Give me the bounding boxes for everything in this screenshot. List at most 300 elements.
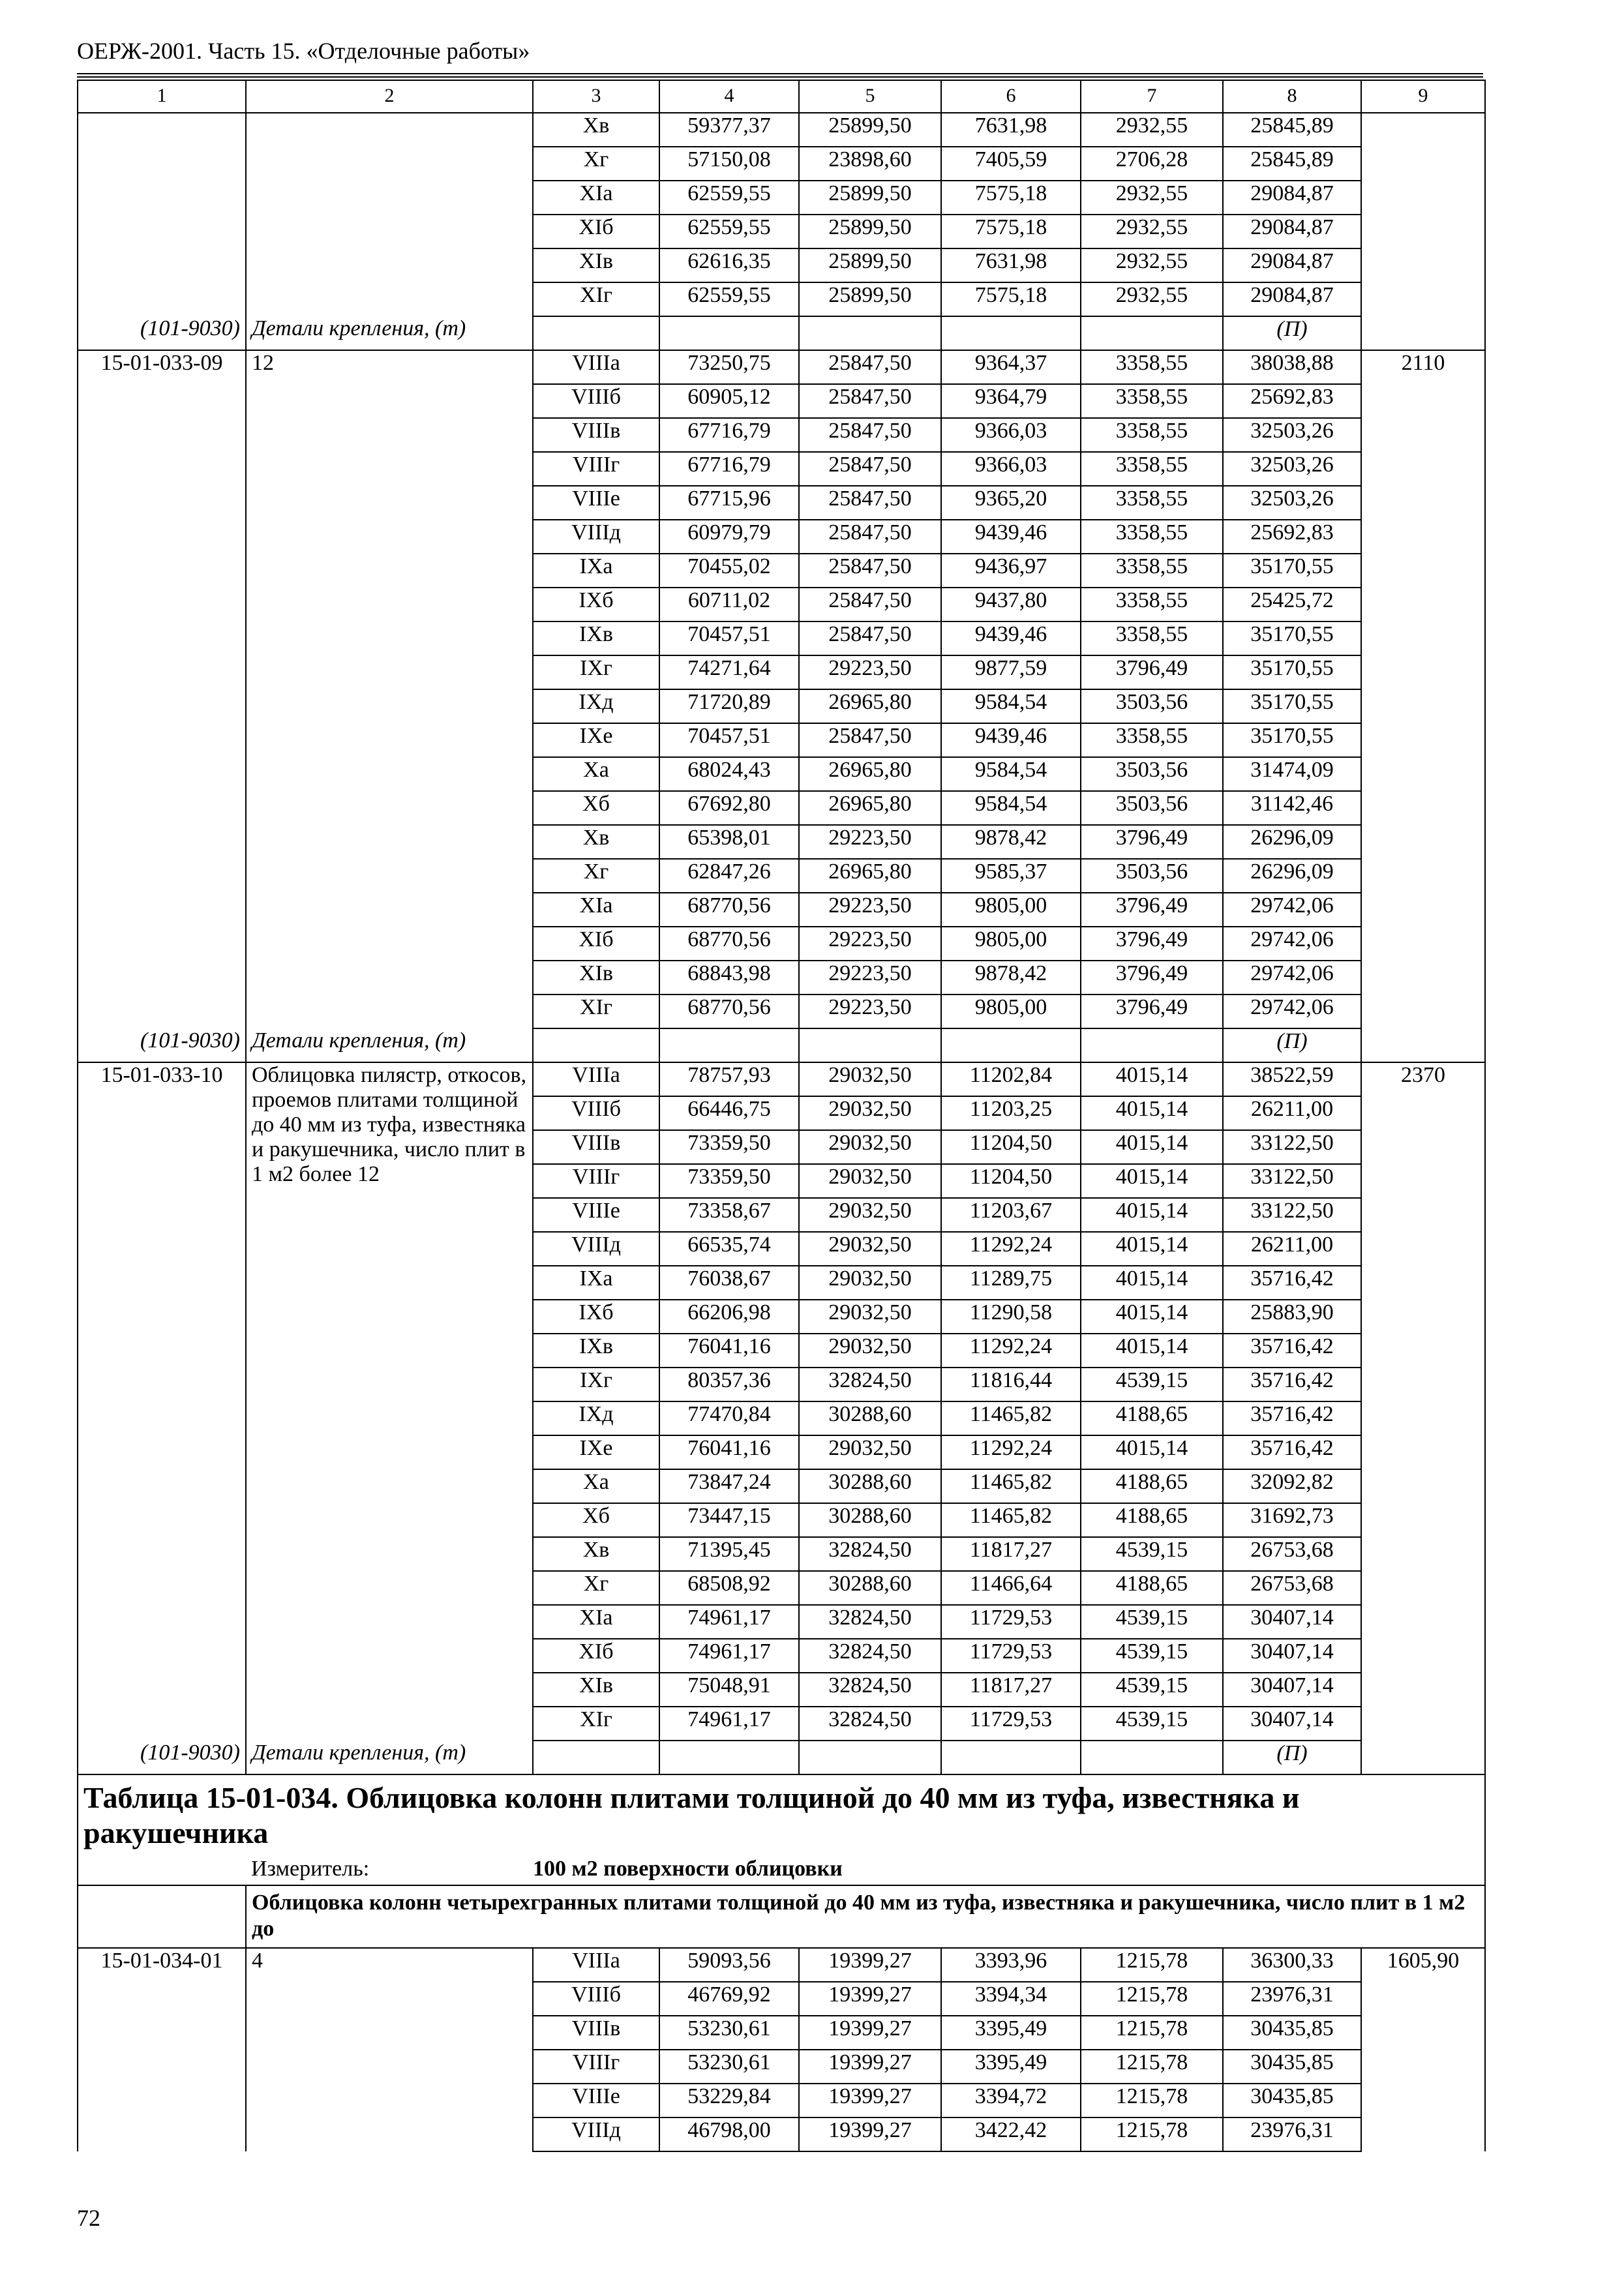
value-cell: 3395,49 [941,2016,1081,2050]
value-cell: 29032,50 [799,1062,941,1096]
zone-code: IХе [533,1435,659,1469]
value-cell: 7631,98 [941,248,1081,282]
material-code: (101-9030) [78,1028,246,1062]
value-cell: 3796,49 [1081,961,1223,995]
zone-code: VIIIг [533,2050,659,2084]
extra-value: 2370 [1361,1062,1485,1774]
value-cell: 9437,80 [941,588,1081,621]
value-cell: 35716,42 [1223,1435,1361,1469]
value-cell: 65398,01 [659,825,799,859]
value-cell: 9877,59 [941,655,1081,689]
value-cell: 25847,50 [799,554,941,588]
value-cell: 25899,50 [799,113,941,147]
section-subtitle: Облицовка колонн четырехгранных плитами толщиной до 40 мм из туфа, известняка и ракушечника, число плит в 1 м2 до [246,1885,1485,1948]
value-cell: 57150,08 [659,147,799,181]
value-cell: 32503,26 [1223,452,1361,486]
extra-value: 2110 [1361,350,1485,1062]
value-cell: 9366,03 [941,452,1081,486]
table-row [78,1948,1485,1982]
value-cell: 2932,55 [1081,282,1223,316]
value-cell: 66535,74 [659,1232,799,1266]
value-cell: 67716,79 [659,418,799,452]
column-number: 3 [533,80,659,113]
value-cell: 3796,49 [1081,825,1223,859]
rate-code: 15-01-033-10 [78,1062,246,1741]
rates-table [77,80,1486,2152]
value-cell: 9878,42 [941,825,1081,859]
value-cell: 1215,78 [1081,2050,1223,2084]
value-cell: 35716,42 [1223,1266,1361,1300]
material-name: Детали крепления, (т) [246,1741,533,1774]
value-cell: 9439,46 [941,520,1081,554]
value-cell: 25847,50 [799,520,941,554]
value-cell: 70457,51 [659,723,799,757]
zone-code: Хв [533,113,659,147]
value-cell: 59377,37 [659,113,799,147]
zone-code: ХIв [533,1673,659,1707]
value-cell: 46798,00 [659,2117,799,2151]
value-cell: 75048,91 [659,1673,799,1707]
value-cell: 2932,55 [1081,215,1223,248]
value-cell: 3503,56 [1081,689,1223,723]
value-cell: 11817,27 [941,1673,1081,1707]
value-cell: 3358,55 [1081,520,1223,554]
value-cell: 77470,84 [659,1401,799,1435]
value-cell: 68770,56 [659,995,799,1028]
value-cell: 30435,85 [1223,2050,1361,2084]
value-cell: 4539,15 [1081,1605,1223,1639]
empty-cell [659,1028,799,1062]
value-cell: 29084,87 [1223,282,1361,316]
value-cell: 26965,80 [799,757,941,791]
value-cell: 3358,55 [1081,418,1223,452]
zone-code: ХIг [533,995,659,1028]
value-cell: 3796,49 [1081,995,1223,1028]
value-cell: 9365,20 [941,486,1081,520]
value-cell: 30407,14 [1223,1673,1361,1707]
value-cell: 11465,82 [941,1469,1081,1503]
empty-cell [1081,1741,1223,1774]
value-cell: 32503,26 [1223,486,1361,520]
value-cell: 70455,02 [659,554,799,588]
value-cell: 62559,55 [659,181,799,215]
value-cell: 29742,06 [1223,893,1361,927]
value-cell: 4015,14 [1081,1300,1223,1334]
rate-description: 4 [246,1948,533,2151]
value-cell: 3503,56 [1081,859,1223,893]
zone-code: VIIIе [533,2084,659,2117]
value-cell: 30288,60 [799,1571,941,1605]
zone-code: ХIг [533,282,659,316]
value-cell: 26211,00 [1223,1096,1361,1130]
zone-code: VIIIв [533,2016,659,2050]
value-cell: 29742,06 [1223,927,1361,961]
value-cell: 31142,46 [1223,791,1361,825]
value-cell: 32824,50 [799,1368,941,1401]
empty-cell [799,1741,941,1774]
zone-code: IХв [533,621,659,655]
value-cell: 25899,50 [799,248,941,282]
value-cell: 29223,50 [799,825,941,859]
column-number-row [78,80,1485,113]
column-number: 9 [1361,80,1485,113]
value-cell: 25899,50 [799,215,941,248]
empty-cell [941,1741,1081,1774]
value-cell: 71395,45 [659,1537,799,1571]
value-cell: 29742,06 [1223,961,1361,995]
extra-value: 1605,90 [1361,1948,1485,2151]
value-cell: 2706,28 [1081,147,1223,181]
value-cell: 3358,55 [1081,723,1223,757]
value-cell: 26753,68 [1223,1571,1361,1605]
value-cell: 76038,67 [659,1266,799,1300]
zone-code: IХг [533,1368,659,1401]
zone-code: ХIв [533,248,659,282]
value-cell: 9439,46 [941,723,1081,757]
material-name: Детали крепления, (т) [246,316,533,350]
value-cell: 9439,46 [941,621,1081,655]
value-cell: 62559,55 [659,215,799,248]
value-cell: 25847,50 [799,418,941,452]
value-cell: 11816,44 [941,1368,1081,1401]
value-cell: 29032,50 [799,1164,941,1198]
value-cell: 74961,17 [659,1707,799,1741]
value-cell: 11466,64 [941,1571,1081,1605]
value-cell: 73847,24 [659,1469,799,1503]
empty-cell [659,1741,799,1774]
value-cell: 4015,14 [1081,1266,1223,1300]
value-cell: 4015,14 [1081,1198,1223,1232]
zone-code: VIIIб [533,1982,659,2016]
value-cell: 1215,78 [1081,2084,1223,2117]
value-cell: 66446,75 [659,1096,799,1130]
value-cell: 4015,14 [1081,1164,1223,1198]
zone-code: VIIIв [533,418,659,452]
value-cell: 76041,16 [659,1435,799,1469]
rate-description: 12 [246,350,533,1028]
value-cell: 38522,59 [1223,1062,1361,1096]
value-cell: 4539,15 [1081,1639,1223,1673]
value-cell: 29032,50 [799,1096,941,1130]
empty-cell [533,316,659,350]
value-cell: 60979,79 [659,520,799,554]
value-cell: 74961,17 [659,1639,799,1673]
value-cell: 11292,24 [941,1435,1081,1469]
value-cell: 4015,14 [1081,1096,1223,1130]
value-cell: 7575,18 [941,282,1081,316]
value-cell: 9805,00 [941,995,1081,1028]
value-cell: 32824,50 [799,1639,941,1673]
value-cell: 4188,65 [1081,1401,1223,1435]
value-cell: 25692,83 [1223,384,1361,418]
empty-cell [799,1028,941,1062]
value-cell: 53230,61 [659,2016,799,2050]
value-cell: 76041,16 [659,1334,799,1368]
value-cell: 25847,50 [799,384,941,418]
column-number: 2 [246,80,533,113]
zone-code: ХIа [533,181,659,215]
zone-code: Ха [533,757,659,791]
value-cell: 29032,50 [799,1334,941,1368]
value-cell: 11729,53 [941,1605,1081,1639]
value-cell: 25847,50 [799,486,941,520]
value-cell: 11203,67 [941,1198,1081,1232]
value-cell: 68770,56 [659,927,799,961]
zone-code: IХб [533,588,659,621]
value-cell: 32824,50 [799,1673,941,1707]
value-cell: 26296,09 [1223,825,1361,859]
value-cell: 3358,55 [1081,384,1223,418]
zone-code: IХб [533,1300,659,1334]
value-cell: 9585,37 [941,859,1081,893]
value-cell: 23976,31 [1223,1982,1361,2016]
subtitle-row [78,1885,1485,1948]
value-cell: 1215,78 [1081,2117,1223,2151]
value-cell: 7405,59 [941,147,1081,181]
value-cell: 68024,43 [659,757,799,791]
value-cell: 32824,50 [799,1707,941,1741]
value-cell: 29032,50 [799,1266,941,1300]
value-cell: 4015,14 [1081,1334,1223,1368]
value-cell: 32824,50 [799,1605,941,1639]
value-cell: 30288,60 [799,1401,941,1435]
rate-code: 15-01-033-09 [78,350,246,1028]
value-cell: 3358,55 [1081,621,1223,655]
value-cell: 30435,85 [1223,2016,1361,2050]
material-code: (101-9030) [78,316,246,350]
value-cell: 59093,56 [659,1948,799,1982]
value-cell: 25847,50 [799,621,941,655]
value-cell: 74961,17 [659,1605,799,1639]
value-cell: 4015,14 [1081,1062,1223,1096]
value-cell: 3796,49 [1081,655,1223,689]
value-cell: 29742,06 [1223,995,1361,1028]
value-cell: 35716,42 [1223,1401,1361,1435]
value-cell: 4015,14 [1081,1435,1223,1469]
value-cell: 25847,50 [799,723,941,757]
value-cell: 29223,50 [799,893,941,927]
value-cell: 19399,27 [799,2050,941,2084]
value-cell: 4188,65 [1081,1503,1223,1537]
material-name: Детали крепления, (т) [246,1028,533,1062]
value-cell: 35170,55 [1223,655,1361,689]
rate-description: Облицовка пилястр, откосов, проемов плитами толщиной до 40 мм из туфа, известняка и ракушечника, число плит в 1 м2 более 12 [246,1062,533,1741]
value-cell: 29032,50 [799,1232,941,1266]
measure-row [78,1855,1485,1885]
zone-code: IХа [533,554,659,588]
value-cell: 68843,98 [659,961,799,995]
page-number: 72 [77,2205,100,2231]
zone-code: VIIIа [533,1062,659,1096]
value-cell: 38038,88 [1223,350,1361,384]
value-cell: 11729,53 [941,1707,1081,1741]
value-cell: 25847,50 [799,350,941,384]
value-cell: 3358,55 [1081,452,1223,486]
value-cell: 3395,49 [941,2050,1081,2084]
value-cell: 25847,50 [799,452,941,486]
measure-label: Измеритель: [246,1855,533,1885]
value-cell: 29032,50 [799,1435,941,1469]
value-cell: 9805,00 [941,893,1081,927]
column-number: 6 [941,80,1081,113]
value-cell: 11289,75 [941,1266,1081,1300]
value-cell: 73358,67 [659,1198,799,1232]
value-cell: 35170,55 [1223,723,1361,757]
extra-value [1361,113,1485,350]
value-cell: 68508,92 [659,1571,799,1605]
value-cell: 32092,82 [1223,1469,1361,1503]
value-cell: 30407,14 [1223,1639,1361,1673]
zone-code: VIIIб [533,1096,659,1130]
zone-code: IХа [533,1266,659,1300]
value-cell: 1215,78 [1081,2016,1223,2050]
zone-code: Хб [533,1503,659,1537]
value-cell: 2932,55 [1081,181,1223,215]
value-cell: 3358,55 [1081,588,1223,621]
value-cell: 73359,50 [659,1130,799,1164]
value-cell: 11202,84 [941,1062,1081,1096]
empty-cell [533,1741,659,1774]
value-cell: 62847,26 [659,859,799,893]
column-number: 5 [799,80,941,113]
value-cell: 62616,35 [659,248,799,282]
value-cell: 11204,50 [941,1130,1081,1164]
page-header: ОЕРЖ-2001. Часть 15. «Отделочные работы» [77,38,530,64]
column-number: 4 [659,80,799,113]
value-cell: 29223,50 [799,995,941,1028]
value-cell: 11203,25 [941,1096,1081,1130]
zone-code: ХIб [533,927,659,961]
value-cell: 4539,15 [1081,1537,1223,1571]
value-cell: 35716,42 [1223,1368,1361,1401]
value-cell: 25899,50 [799,181,941,215]
zone-code: Ха [533,1469,659,1503]
column-number: 7 [1081,80,1223,113]
value-cell: 9584,54 [941,757,1081,791]
table-title-row [78,1774,1485,1855]
value-cell: 53229,84 [659,2084,799,2117]
value-cell: 25692,83 [1223,520,1361,554]
zone-code: IХг [533,655,659,689]
value-cell: 3796,49 [1081,893,1223,927]
value-cell: 3358,55 [1081,350,1223,384]
column-number: 1 [78,80,246,113]
value-cell: 36300,33 [1223,1948,1361,1982]
zone-code: Хв [533,1537,659,1571]
value-cell: 3394,34 [941,1982,1081,2016]
empty-cell [533,1028,659,1062]
value-cell: 32824,50 [799,1537,941,1571]
value-cell: 29032,50 [799,1130,941,1164]
zone-code: Хг [533,859,659,893]
value-cell: 23976,31 [1223,2117,1361,2151]
zone-code: VIIIе [533,486,659,520]
value-cell: 25845,89 [1223,113,1361,147]
zone-code: VIIIд [533,520,659,554]
zone-code: VIIIа [533,350,659,384]
value-cell: 4539,15 [1081,1673,1223,1707]
value-cell: 19399,27 [799,2084,941,2117]
rate-code: 15-01-034-01 [78,1948,246,2151]
value-cell: 31692,73 [1223,1503,1361,1537]
zone-code: Хг [533,147,659,181]
value-cell: 71720,89 [659,689,799,723]
zone-code: ХIб [533,215,659,248]
value-cell: 26296,09 [1223,859,1361,893]
empty-cell [78,1885,246,1948]
value-cell: 25425,72 [1223,588,1361,621]
value-cell: 29084,87 [1223,248,1361,282]
empty-cell [941,1028,1081,1062]
value-cell: 29223,50 [799,927,941,961]
zone-code: VIIIг [533,1164,659,1198]
zone-code: VIIIд [533,2117,659,2151]
value-cell: 25847,50 [799,588,941,621]
value-cell: 9878,42 [941,961,1081,995]
value-cell: 25883,90 [1223,1300,1361,1334]
value-cell: 4539,15 [1081,1707,1223,1741]
value-cell: 35716,42 [1223,1334,1361,1368]
value-cell: 7575,18 [941,215,1081,248]
value-cell: 3422,42 [941,2117,1081,2151]
value-cell: 7631,98 [941,113,1081,147]
material-code: (101-9030) [78,1741,246,1774]
table-title: Таблица 15-01-034. Облицовка колонн плитами толщиной до 40 мм из туфа, известняка и ракушечника [78,1774,1485,1855]
value-cell: 73447,15 [659,1503,799,1537]
value-cell: 11465,82 [941,1401,1081,1435]
value-cell: 30288,60 [799,1469,941,1503]
table-row [78,1062,1485,1096]
value-cell: 11292,24 [941,1334,1081,1368]
value-cell: 9436,97 [941,554,1081,588]
zone-code: ХIа [533,893,659,927]
value-cell: 11817,27 [941,1537,1081,1571]
value-cell: 30435,85 [1223,2084,1361,2117]
value-cell: 33122,50 [1223,1164,1361,1198]
zone-code: VIIIд [533,1232,659,1266]
value-cell: 11729,53 [941,1639,1081,1673]
value-cell: 3796,49 [1081,927,1223,961]
value-cell: 3358,55 [1081,554,1223,588]
value-cell: 19399,27 [799,1948,941,1982]
zone-code: VIIIв [533,1130,659,1164]
value-cell: 4188,65 [1081,1469,1223,1503]
empty-cell [1081,316,1223,350]
value-cell: 67716,79 [659,452,799,486]
value-cell: 26211,00 [1223,1232,1361,1266]
value-cell: 35170,55 [1223,689,1361,723]
value-cell: 1215,78 [1081,1948,1223,1982]
value-cell: 35170,55 [1223,621,1361,655]
value-cell: 60711,02 [659,588,799,621]
value-cell: 66206,98 [659,1300,799,1334]
zone-code: IХд [533,689,659,723]
value-cell: 19399,27 [799,2016,941,2050]
value-cell: 11204,50 [941,1164,1081,1198]
footnote-row [78,1741,1485,1774]
value-cell: 7575,18 [941,181,1081,215]
value-cell: 73250,75 [659,350,799,384]
zone-code: Хб [533,791,659,825]
value-cell: 73359,50 [659,1164,799,1198]
empty-cell [246,113,533,316]
value-cell: 3393,96 [941,1948,1081,1982]
empty-cell [78,113,246,316]
value-cell: 29223,50 [799,655,941,689]
value-cell: 29032,50 [799,1198,941,1232]
zone-code: IХд [533,1401,659,1435]
value-cell: 9584,54 [941,689,1081,723]
